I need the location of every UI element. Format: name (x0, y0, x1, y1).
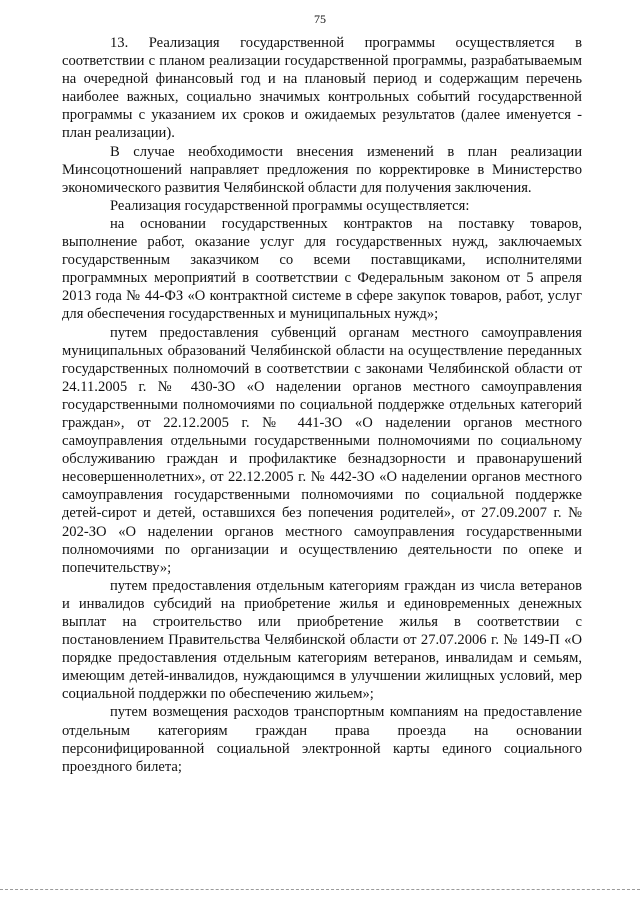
document-body (62, 34, 582, 776)
paragraph-housing-subsidies: путем предоставления отдельным категориям граждан из числа ветеранов и инвалидов субсидий на приобретение жилья и единовременных денежных выплат на строительство или приобретение жилья в соответствии с постановлением Правительства Челябинской области от 27.07.2006 г. № 149-П «О порядке предоставления отдельным категориям ветеранов, инвалидам и семьям, имеющим детей-инвалидов, нуждающимся в улучшении жилищных условий, мер социальной поддержки по обеспечению жильем»; (62, 577, 582, 703)
page-number: 75 (314, 12, 326, 26)
bottom-divider (0, 889, 640, 890)
paragraph-transport-compensation: путем возмещения расходов транспортным компаниям на предоставление отдельным категориям граждан права проезда на основании персонифицированной социальной электронной карты единого социального проездного билета; (62, 704, 582, 775)
paragraph-plan-changes: В случае необходимости внесения изменений в план реализации Минсоцотношений направляет предложения по корректировке в Министерство экономического развития Челябинской области для получения заключения. (62, 143, 582, 196)
paragraph-implementation-plan: 13. Реализация государственной программы осуществляется в соответствии с планом реализации государственной программы, разрабатываемым на очередной финансовый год и на плановый период и содержащим перечень наиболее важных, социально значимых контрольных событий государственной программы с указанием их сроков и ожидаемых результатов (далее именуется - план реализации). (62, 35, 582, 142)
paragraph-state-contracts: на основании государственных контрактов на поставку товаров, выполнение работ, оказание услуг для государственных нужд, заключаемых государственным заказчиком со всеми поставщиками, исполнителями программных мероприятий в соответствии с Федеральным законом от 5 апреля 2013 года № 44-ФЗ «О контрактной системе в сфере закупок товаров, работ, услуг для обеспечения государственных и муниципальных нужд»; (62, 215, 582, 323)
paragraph-subventions: путем предоставления субвенций органам местного самоуправления муниципальных образований Челябинской области на осуществление переданных государственных полномочий в соответствии с законами Челябинской области от 24.11.2005 г. № 430-ЗО «О наделении органов местного самоуправления государственными полномочиями по социальной поддержке отдельных категорий граждан», от 22.12.2005 г. № 441-ЗО «О наделении органов местного самоуправления отдельными государственными полномочиями по социальному обслуживанию граждан и профилактике безнадзорности и правонарушений несовершеннолетних», от 22.12.2005 г. № 442-ЗО «О наделении органов местного самоуправления государственными полномочиями по социальной поддержке детей-сирот и детей, оставшихся без попечения родителей», от 27.09.2007 г. № 202-ЗО «О наделении органов местного самоуправления государственными полномочиями по организации и осуществлению деятельности по опеке и попечительству»; (62, 324, 582, 576)
paragraph-implementation-intro: Реализация государственной программы осуществляется: (110, 197, 470, 214)
